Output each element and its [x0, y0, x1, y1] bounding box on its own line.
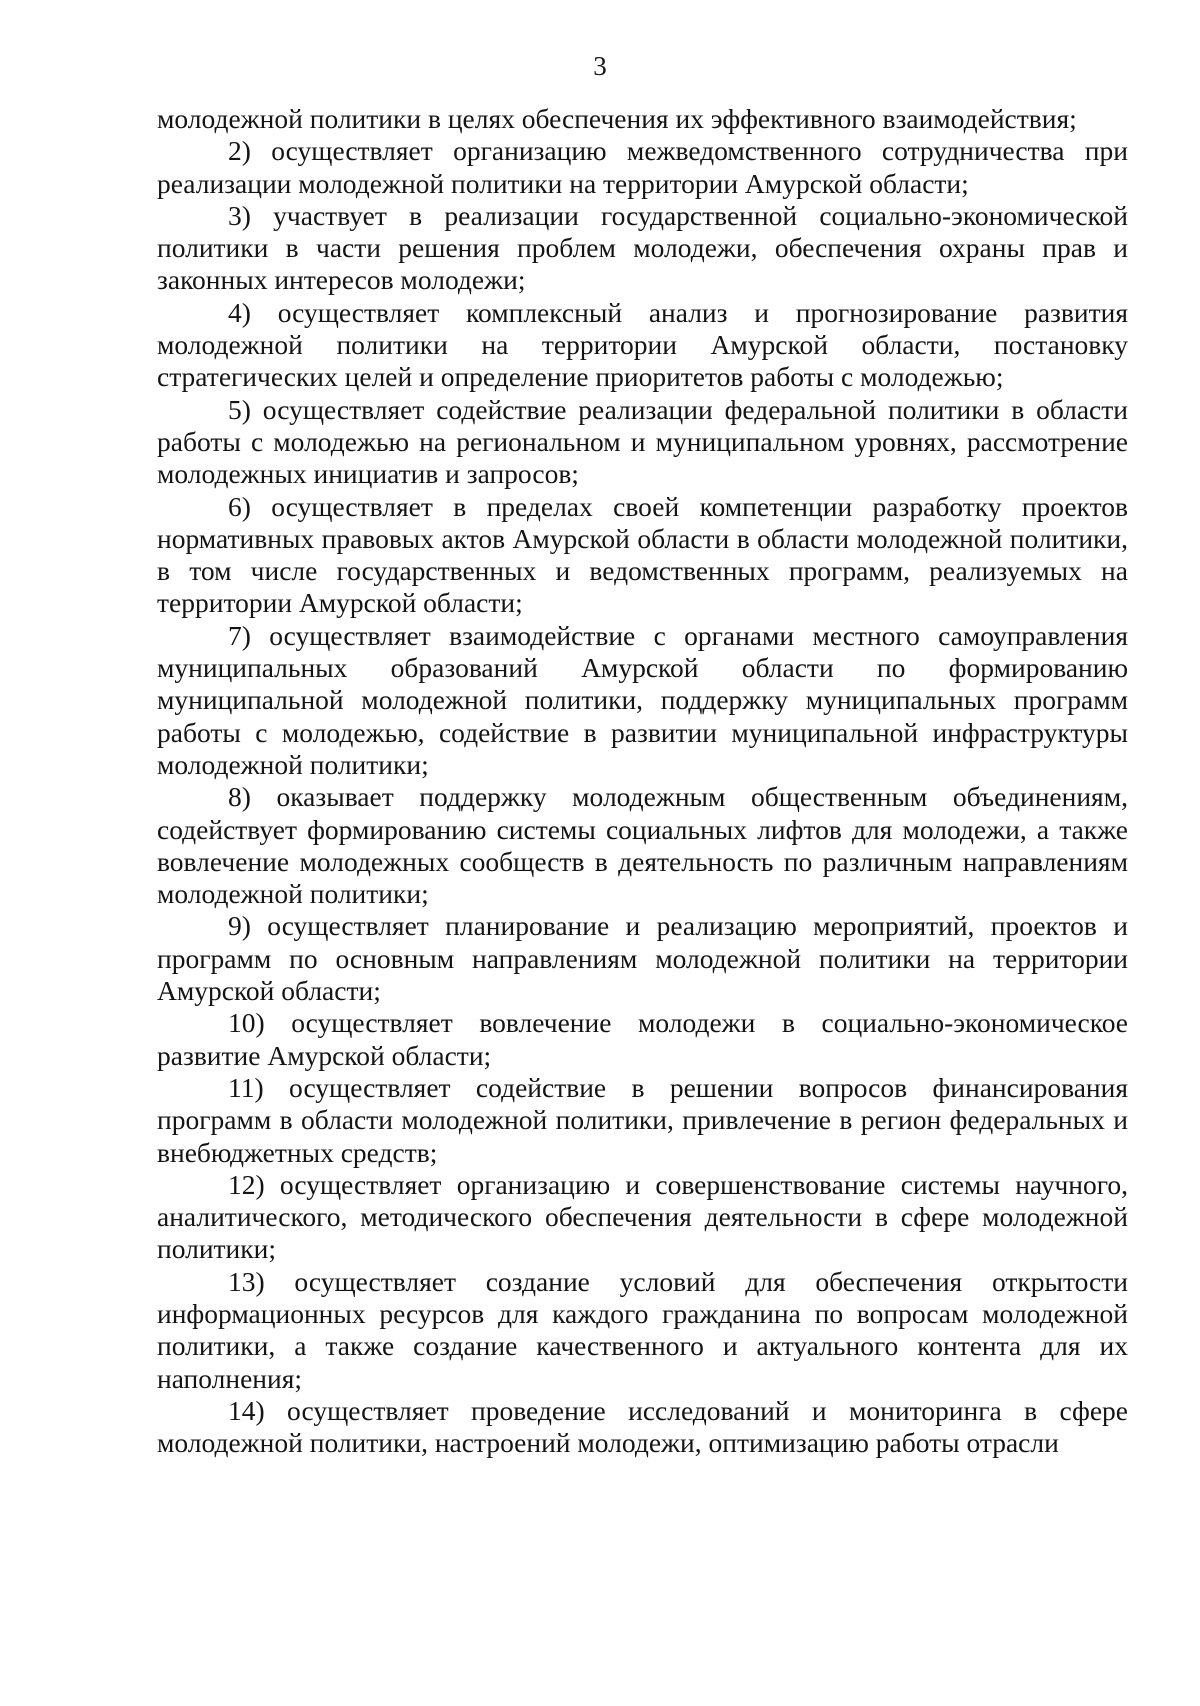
- list-item-5: 5) осуществляет содействие реализации федеральной политики в области работы с молодежью на региональном и муниципальном уровнях, рассмотрение молодежных инициатив и запросов;: [157, 393, 1128, 490]
- list-item-11: 11) осуществляет содействие в решении вопросов финансирования программ в области молодежной политики, привлечение в регион федеральных и внебюджетных средств;: [157, 1071, 1128, 1168]
- list-item-7: 7) осуществляет взаимодействие с органами местного самоуправления муниципальных образований Амурской области по формированию муниципальной молодежной политики, поддержку муниципальных программ работы с молодежью, содействие в развитии муниципальной инфраструктуры молодежной политики;: [157, 619, 1128, 780]
- page-number: 3: [593, 51, 607, 81]
- list-item-4: 4) осуществляет комплексный анализ и прогнозирование развития молодежной политики на территории Амурской области, постановку стратегических целей и определение приоритетов работы с молодежью;: [157, 296, 1128, 393]
- list-item-3: 3) участвует в реализации государственной социально-экономической политики в части решения проблем молодежи, обеспечения охраны прав и законных интересов молодежи;: [157, 199, 1128, 296]
- list-item-10: 10) осуществляет вовлечение молодежи в социально-экономическое развитие Амурской области;: [157, 1007, 1128, 1071]
- list-item-6: 6) осуществляет в пределах своей компетенции разработку проектов нормативных правовых актов Амурской области в области молодежной политики, в том числе государственных и ведомственных программ, реализуемых на территории Амурской области;: [157, 490, 1128, 619]
- list-item-14: 14) осуществляет проведение исследований и мониторинга в сфере молодежной политики, настроений молодежи, оптимизацию работы отрасли: [157, 1394, 1128, 1459]
- list-item-9: 9) осуществляет планирование и реализацию мероприятий, проектов и программ по основным направлениям молодежной политики на территории Амурской области;: [157, 910, 1128, 1007]
- list-item-12: 12) осуществляет организацию и совершенствование системы научного, аналитического, методического обеспечения деятельности в сфере молодежной политики;: [157, 1168, 1128, 1265]
- list-item-2: 2) осуществляет организацию межведомственного сотрудничества при реализации молодежной политики на территории Амурской области;: [157, 135, 1128, 199]
- list-item-13: 13) осуществляет создание условий для обеспечения открытости информационных ресурсов для каждого гражданина по вопросам молодежной политики, а также создание качественного и актуального контента для их наполнения;: [157, 1265, 1128, 1394]
- document-body: [157, 103, 1128, 1459]
- list-item-8: 8) оказывает поддержку молодежным общественным объединениям, содействует формированию системы социальных лифтов для молодежи, а также вовлечение молодежных сообществ в деятельность по различным направлениям молодежной политики;: [157, 781, 1128, 910]
- continuation-paragraph: молодежной политики в целях обеспечения их эффективного взаимодействия;: [157, 103, 1077, 134]
